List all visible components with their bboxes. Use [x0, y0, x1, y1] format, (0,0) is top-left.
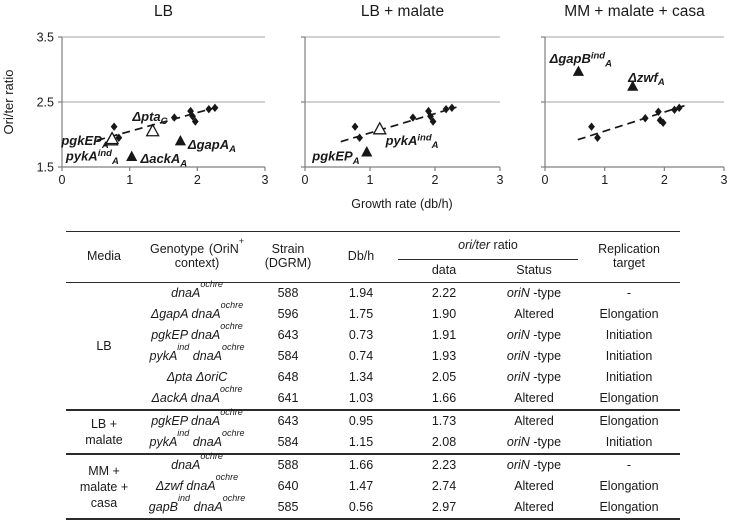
cell-dbh: 1.03	[348, 390, 374, 405]
table-row	[66, 367, 680, 388]
x-tick-label: 0	[301, 173, 309, 187]
cell-dbh: 1.75	[348, 306, 374, 321]
header-genotype-line1	[144, 236, 250, 257]
table-row	[66, 283, 680, 305]
cell-status: oriN -type	[506, 434, 562, 449]
cell-target: -	[578, 454, 680, 476]
table-header	[66, 232, 680, 283]
header-replication-line1: Replication	[598, 242, 660, 257]
cell-target: -	[626, 285, 632, 300]
y-axis-title: Ori/ter ratio	[1, 69, 16, 135]
x-axis-title: Growth rate (db/h)	[351, 197, 453, 211]
chart-panel-2	[301, 3, 504, 187]
cell-dbh: 1.94	[348, 285, 374, 300]
chart-title: LB + malate	[360, 3, 445, 20]
cell-genotype: Δzwf dnaA$^{ochre}$	[155, 472, 239, 493]
cell-oriter-data: 1.91	[431, 327, 457, 342]
cell-oriter-data: 1.66	[431, 390, 457, 405]
cell-status: oriN -type	[490, 454, 578, 476]
cell-media: LB + malate	[66, 410, 142, 454]
x-tick-label: 3	[720, 173, 728, 187]
cell-genotype: ΔgapA dnaA$^{ochre}$	[150, 300, 244, 321]
header-oriter-group: ori/ter ratio	[398, 232, 578, 260]
cell-target: Initiation	[605, 348, 653, 363]
table-row	[66, 476, 680, 497]
diamond-marker	[171, 113, 178, 121]
cell-dbh: 0.56	[348, 499, 374, 514]
header-genotype	[142, 232, 252, 283]
x-tick-label: 1	[126, 173, 134, 187]
diamond-marker	[212, 104, 219, 112]
header-genotype-word: Genotype	[150, 242, 205, 257]
point-label: Δzwf$_A$	[628, 69, 665, 89]
cell-strain: 584	[277, 348, 299, 363]
header-replication-line2: target	[613, 256, 645, 270]
y-tick-label: 2.5	[36, 95, 54, 110]
cell-dbh: 0.95	[324, 410, 398, 432]
cell-oriter-data: 2.74	[431, 478, 457, 493]
filled-triangle-marker	[361, 146, 372, 156]
table-body	[66, 279, 680, 520]
cell-oriter-data: 2.22	[431, 285, 457, 300]
cell-strain: 588	[252, 454, 324, 476]
table-row	[66, 497, 680, 519]
table-row	[66, 325, 680, 346]
cell-dbh: 1.34	[348, 369, 374, 384]
cell-target: Initiation	[605, 369, 653, 384]
table-row	[66, 432, 680, 454]
cell-strain: 643	[277, 327, 299, 342]
header-strain	[252, 232, 324, 283]
table-row	[66, 304, 680, 325]
cell-oriter-data: 1.73	[398, 410, 490, 432]
x-tick-label: 2	[660, 173, 668, 187]
cell-dbh: 1.66	[324, 454, 398, 476]
x-tick-label: 2	[431, 173, 439, 187]
x-tick-label: 3	[261, 173, 269, 187]
cell-strain: 585	[277, 499, 299, 514]
cell-strain: 648	[277, 369, 299, 384]
cell-strain: 588	[277, 285, 299, 300]
cell-status: Altered	[514, 499, 554, 514]
cell-oriter-data: 2.05	[431, 369, 457, 384]
header-media: Media	[66, 232, 142, 283]
point-label: ΔackA$_A$	[140, 151, 188, 170]
cell-oriter-data: 2.23	[398, 454, 490, 476]
cell-status: oriN -type	[506, 285, 562, 300]
point-label: pykA$^{ind}_A$	[385, 132, 439, 152]
x-tick-label: 2	[193, 173, 201, 187]
cell-target: Elongation	[599, 478, 659, 493]
chart-title: LB	[154, 3, 173, 20]
point-label: pgkEP$_A$	[312, 148, 360, 167]
y-tick-label: 3.5	[36, 30, 54, 45]
cell-media: LB	[96, 339, 112, 353]
cell-genotype: ΔackA dnaA$^{ochre}$	[151, 384, 243, 405]
results-table	[66, 231, 680, 520]
table-row	[66, 454, 680, 476]
table-row	[66, 388, 680, 410]
results-table-wrap	[0, 231, 730, 520]
cell-status: Altered	[514, 390, 554, 405]
cell-genotype: pykA$^{ind}$ dnaA$^{ochre}$	[149, 428, 245, 449]
x-tick-label: 3	[496, 173, 504, 187]
header-replication	[578, 232, 680, 283]
cell-dbh: 0.74	[348, 348, 374, 363]
cell-dbh: 0.73	[348, 327, 374, 342]
filled-triangle-marker	[126, 151, 137, 161]
cell-media: MM + malate + casa	[66, 454, 142, 519]
diamond-marker	[449, 104, 456, 112]
header-dbh: Db/h	[324, 232, 398, 283]
cell-oriter-data: 2.97	[431, 499, 457, 514]
diamond-marker	[111, 123, 118, 131]
cell-target: Elongation	[599, 499, 659, 514]
cell-status: oriN -type	[506, 348, 562, 363]
cell-target: Elongation	[599, 390, 659, 405]
cell-target: Elongation	[578, 410, 680, 432]
filled-triangle-marker	[573, 65, 584, 75]
chart-title: MM + malate + casa	[564, 3, 705, 20]
point-label: Δpta$_C$	[132, 108, 168, 128]
cell-target: Elongation	[599, 306, 659, 321]
diamond-marker	[205, 105, 212, 113]
header-data: data	[398, 260, 490, 283]
trendline	[578, 105, 686, 139]
table-row	[66, 410, 680, 432]
cell-oriter-data: 2.08	[431, 434, 457, 449]
cell-status: oriN -type	[506, 369, 562, 384]
cell-target: Initiation	[605, 434, 653, 449]
diamond-marker	[642, 114, 649, 122]
cell-status: oriN -type	[506, 327, 562, 342]
scatter-charts-figure	[0, 0, 730, 231]
header-strain-line2: (DGRM)	[264, 256, 312, 270]
cell-genotype: Δpta ΔoriC	[166, 369, 228, 384]
diamond-marker	[356, 134, 363, 142]
x-tick-label: 0	[58, 173, 66, 187]
cell-status: Altered	[514, 306, 554, 321]
cell-oriter-data: 1.90	[431, 306, 457, 321]
header-genotype-line2: context)	[174, 256, 220, 270]
point-label: pgkEP$_A$	[61, 133, 109, 152]
chart-panel-3	[541, 3, 728, 187]
cell-target: Initiation	[605, 327, 653, 342]
point-label: pykA$^{ind}_A$	[65, 148, 119, 167]
cell-strain: 584	[277, 434, 299, 449]
cell-genotype: pgkEP dnaA$^{ochre}$	[142, 410, 252, 432]
x-tick-label: 1	[366, 173, 374, 187]
header-genotype-orin: (OriN+	[208, 236, 244, 257]
filled-triangle-marker	[175, 135, 186, 145]
header-status: Status	[490, 260, 578, 283]
cell-dbh: 1.15	[348, 434, 374, 449]
cell-status: Altered	[514, 478, 554, 493]
cell-dbh: 1.47	[348, 478, 374, 493]
cell-strain: 596	[277, 306, 299, 321]
cell-strain: 640	[277, 478, 299, 493]
header-strain-line1: Strain	[271, 242, 305, 257]
x-tick-label: 1	[601, 173, 609, 187]
y-tick-label: 1.5	[36, 160, 54, 175]
point-label: ΔgapB$^{ind}_A$	[549, 50, 612, 70]
chart-panel-1	[37, 3, 269, 187]
x-tick-label: 0	[541, 173, 549, 187]
cell-strain: 641	[277, 390, 299, 405]
point-label: ΔgapA$_A$	[187, 136, 236, 156]
table-row	[66, 346, 680, 367]
cell-genotype: pgkEP dnaA$^{ochre}$	[151, 321, 243, 342]
cell-oriter-data: 1.93	[431, 348, 457, 363]
cell-genotype: pykA$^{ind}$ dnaA$^{ochre}$	[149, 342, 245, 363]
diamond-marker	[352, 123, 359, 131]
cell-genotype: dnaA$^{ochre}$	[142, 454, 252, 476]
diamond-marker	[588, 123, 595, 131]
diamond-marker	[443, 105, 450, 113]
cell-genotype: gapB$^{ind}$ dnaA$^{ochre}$	[148, 493, 246, 514]
cell-genotype: dnaA$^{ochre}$	[171, 279, 223, 300]
cell-strain: 643	[252, 410, 324, 432]
cell-status: Altered	[490, 410, 578, 432]
